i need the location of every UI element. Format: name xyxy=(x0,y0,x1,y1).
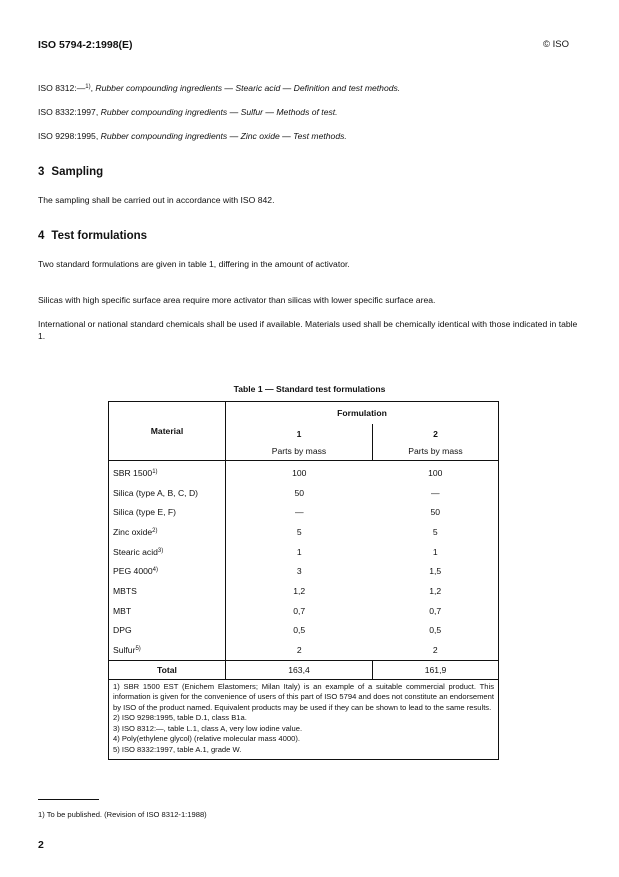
material-cell: Silica (type A, B, C, D) xyxy=(109,483,226,503)
table-row xyxy=(109,461,499,483)
value-cell: — xyxy=(294,507,304,518)
footnote-divider xyxy=(38,799,99,800)
material-cell: MBT xyxy=(109,601,226,621)
material-cell: Sulfur$^{5)}$ xyxy=(109,640,226,660)
material-cell: Stearic acid$^{3)}$ xyxy=(109,542,226,562)
section-4-paragraph: Two standard formulations are given in table 1, differing in the amount of activator. xyxy=(38,259,350,269)
table-row xyxy=(109,502,499,522)
total-row xyxy=(109,660,499,679)
material-cell: MBTS xyxy=(109,581,226,601)
copyright-notice: © ISO xyxy=(542,39,569,50)
table-note: 3) ISO 8312:—, table L.1, class A, very low iodine value. xyxy=(113,723,303,733)
table-row xyxy=(109,542,499,562)
value-cell: 1 xyxy=(432,546,438,557)
unit-label: Parts by mass xyxy=(373,442,499,461)
value-cell: 0,5 xyxy=(293,625,306,636)
material-cell: SBR 1500$^{1)}$ xyxy=(109,461,226,483)
unit-label: Parts by mass xyxy=(226,442,373,461)
total-label: Total xyxy=(109,660,226,679)
section-4-paragraph: International or national standard chemicals shall be used if available. Materials used shall be chemically identical with those indicated in table 1. xyxy=(38,319,578,341)
value-cell: 2 xyxy=(296,645,302,656)
total-value: 161,9 xyxy=(373,660,499,679)
value-cell: 1,5 xyxy=(429,566,442,577)
value-cell: 100 xyxy=(428,467,443,478)
table-caption: Table 1 — Standard test formulations xyxy=(233,384,386,394)
column-header-formulation-2: 2 xyxy=(373,424,499,442)
value-cell: 1 xyxy=(296,546,302,557)
reference-title: Rubber compounding ingredients — Stearic acid — Definition and test methods. xyxy=(95,83,401,93)
table-note: 2) ISO 9298:1995, table D.1, class B1a. xyxy=(113,713,247,723)
table-row xyxy=(109,621,499,641)
reference-item: ISO 9298:1995, Rubber compounding ingredients — Zinc oxide — Test methods. xyxy=(38,131,347,141)
material-cell: Silica (type E, F) xyxy=(109,502,226,522)
material-cell: Zinc oxide$^{2)}$ xyxy=(109,522,226,542)
value-cell: 0,7 xyxy=(429,605,442,616)
table-notes xyxy=(109,679,499,760)
value-cell: 0,7 xyxy=(293,605,306,616)
value-cell: 1,2 xyxy=(429,585,442,596)
value-cell: 2 xyxy=(432,645,438,656)
page-number: 2 xyxy=(38,839,44,851)
value-cell: 3 xyxy=(296,566,302,577)
table-note: 1) SBR 1500 EST (Enichem Elastomers; Milan Italy) is an example of a suitable commercial product. This information is given for the convenience of users of this part of ISO 5794 and does not constitute an endorsement by ISO of the product named. Equivalent products may be used if they can be shown to lead to the same results. xyxy=(113,681,494,712)
value-cell: 1,2 xyxy=(293,585,306,596)
reference-code: ISO 8332:1997 xyxy=(38,107,96,117)
section-3-heading: 3 Sampling xyxy=(38,166,104,178)
reference-item: ISO 8332:1997, Rubber compounding ingredients — Sulfur — Methods of test. xyxy=(38,107,338,117)
table-row xyxy=(109,483,499,503)
total-value: 163,4 xyxy=(226,660,373,679)
value-cell: 5 xyxy=(432,526,438,537)
table-row xyxy=(109,640,499,660)
value-cell: — xyxy=(430,487,440,498)
value-cell: 5 xyxy=(296,526,302,537)
section-4-heading: 4 Test formulations xyxy=(38,230,148,242)
reference-item: ISO 8312:—$^{1)}$, Rubber compounding ingredients — Stearic acid — Definition and test methods. xyxy=(38,83,401,93)
value-cell: 50 xyxy=(294,487,305,498)
table-row xyxy=(109,601,499,621)
column-header-formulation: Formulation xyxy=(337,408,387,418)
value-cell: 0,5 xyxy=(429,625,442,636)
column-header-formulation-1: 1 xyxy=(296,429,302,439)
document-id: ISO 5794-2:1998(E) xyxy=(38,39,133,51)
section-4-paragraph: Silicas with high specific surface area require more activator than silicas with lower specific surface area. xyxy=(38,295,436,305)
material-cell: DPG xyxy=(109,621,226,641)
reference-code: ISO 8312:— xyxy=(38,83,86,93)
value-cell: 100 xyxy=(292,467,307,478)
column-header-material: Material xyxy=(109,402,226,461)
table-row xyxy=(109,561,499,581)
table-row xyxy=(109,522,499,542)
value-cell: 50 xyxy=(430,507,441,518)
section-3-text: The sampling shall be carried out in accordance with ISO 842. xyxy=(38,195,275,205)
page-footnote: 1) To be published. (Revision of ISO 8312-1:1988) xyxy=(38,810,207,819)
reference-title: Rubber compounding ingredients — Sulfur — Methods of test. xyxy=(100,107,338,117)
formulation-table xyxy=(108,401,499,760)
table-note: 5) ISO 8332:1997, table A.1, grade W. xyxy=(113,744,242,754)
reference-code: ISO 9298:1995 xyxy=(38,131,96,141)
table-row xyxy=(109,581,499,601)
reference-footnote-mark: 1) xyxy=(85,84,91,90)
reference-title: Rubber compounding ingredients — Zinc oxide — Test methods. xyxy=(100,131,347,141)
material-cell: PEG 4000$^{4)}$ xyxy=(109,561,226,581)
table-note: 4) Poly(ethylene glycol) (relative molecular mass 4000). xyxy=(113,734,300,744)
